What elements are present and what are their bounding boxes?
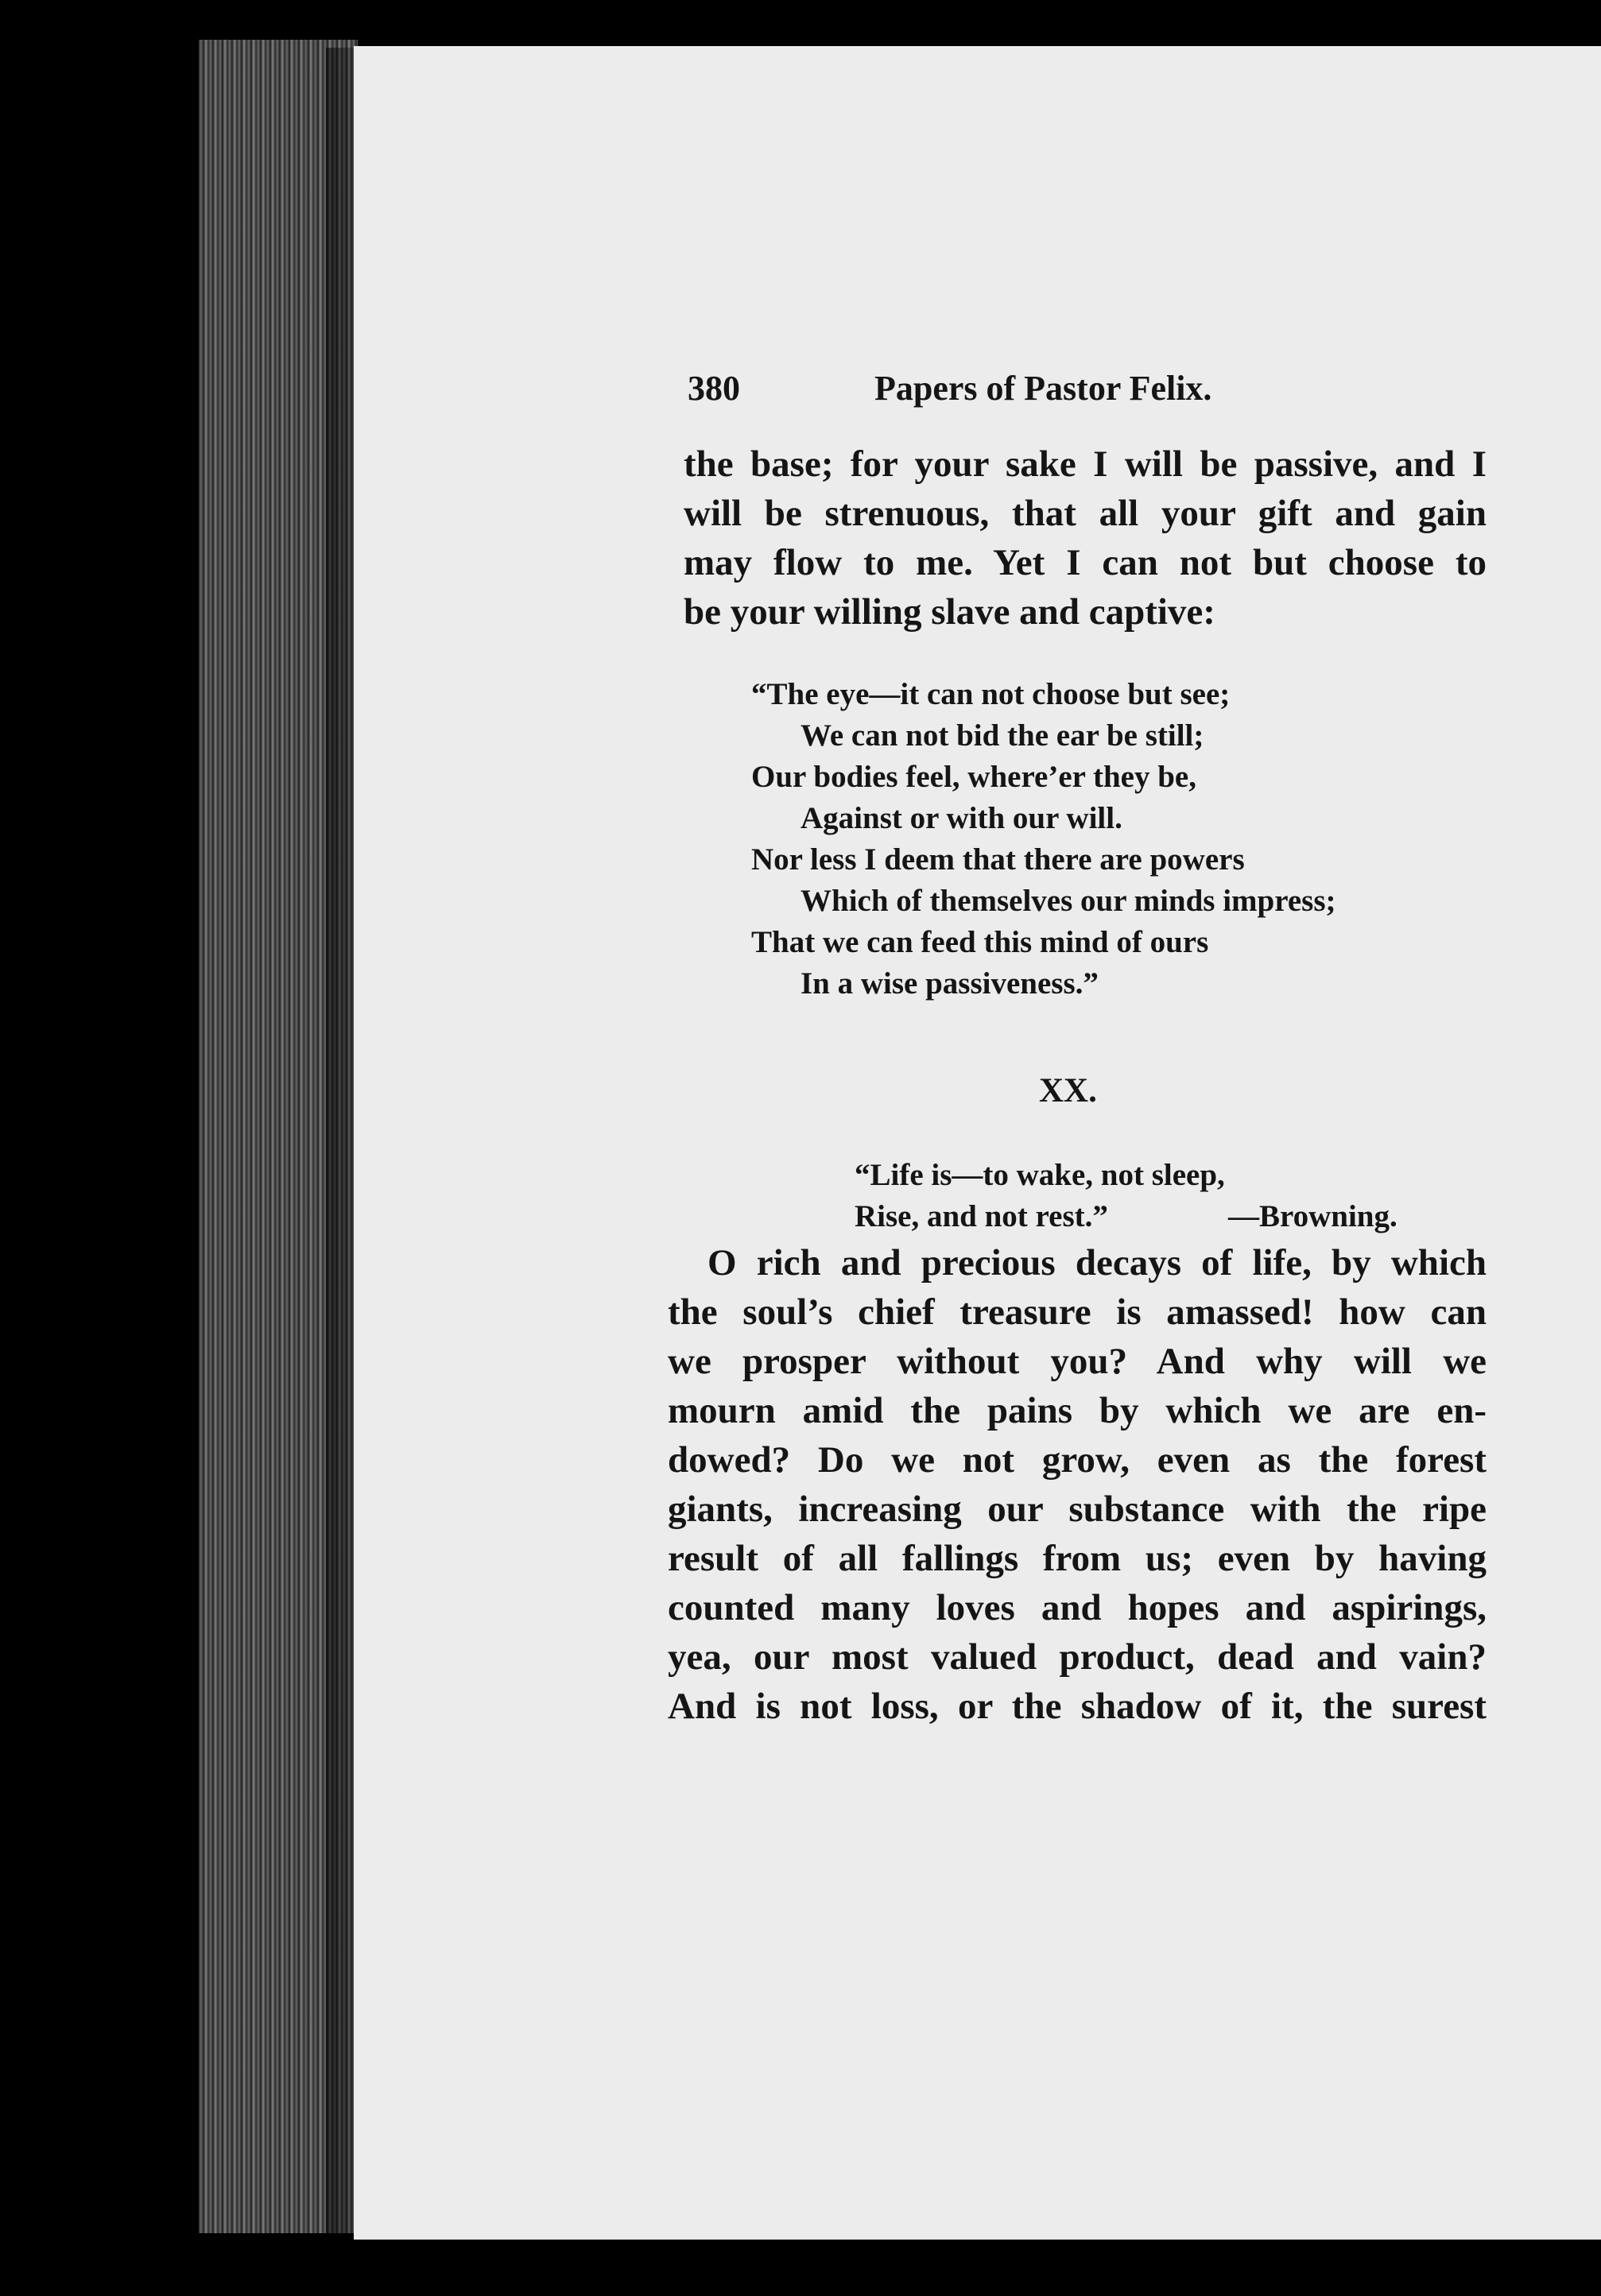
section-heading: XX. — [1039, 1072, 1097, 1109]
epigraph-attribution: —Browning. — [1228, 1199, 1397, 1233]
text-line: the soul’s chief treasure is amassed! how can — [668, 1291, 1487, 1333]
poem-line: Nor less I deem that there are powers — [751, 842, 1245, 877]
poem-line: Against or with our will. — [800, 801, 1122, 835]
poem-line: Which of themselves our minds impress; — [800, 884, 1336, 918]
page-number: 380 — [688, 369, 740, 408]
text-line: O rich and precious decays of life, by which — [707, 1242, 1487, 1284]
page-header — [354, 368, 1601, 416]
epigraph-line: “Life is—to wake, not sleep, — [855, 1158, 1225, 1192]
text-line: be your willing slave and captive: — [684, 591, 1215, 633]
text-line: mourn amid the pains by which we are en- — [668, 1390, 1487, 1431]
text-line: giants, increasing our substance with the ripe — [668, 1489, 1487, 1530]
text-line: the base; for your sake I will be passive, and I — [684, 443, 1487, 485]
poem-line: In a wise passiveness.” — [800, 966, 1099, 1001]
text-line: And is not loss, or the shadow of it, the surest — [668, 1686, 1487, 1727]
poem-line: That we can feed this mind of ours — [751, 925, 1209, 959]
text-line: will be strenuous, that all your gift and gain — [684, 493, 1487, 534]
epigraph — [855, 1155, 1491, 1237]
text-line: may flow to me. Yet I can not but choose to — [684, 542, 1487, 583]
poem-line: “The eye—it can not choose but see; — [751, 677, 1231, 711]
running-title: Papers of Pastor Felix. — [874, 369, 1212, 408]
text-line: result of all fallings from us; even by having — [668, 1538, 1487, 1579]
text-line: dowed? Do we not grow, even as the forest — [668, 1439, 1487, 1481]
body-paragraph — [668, 1238, 1487, 1731]
text-line: we prosper without you? And why will we — [668, 1341, 1487, 1382]
text-line: yea, our most valued product, dead and vain? — [668, 1636, 1487, 1678]
poem-line: We can not bid the ear be still; — [800, 718, 1204, 753]
poem-line: Our bodies feel, where’er they be, — [751, 760, 1196, 794]
continuation-paragraph — [684, 439, 1487, 637]
epigraph-line: Rise, and not rest.” — [855, 1199, 1108, 1233]
poem-quotation — [751, 674, 1467, 1005]
text-line: counted many loves and hopes and aspirings, — [668, 1587, 1487, 1628]
book-page — [354, 46, 1601, 2240]
